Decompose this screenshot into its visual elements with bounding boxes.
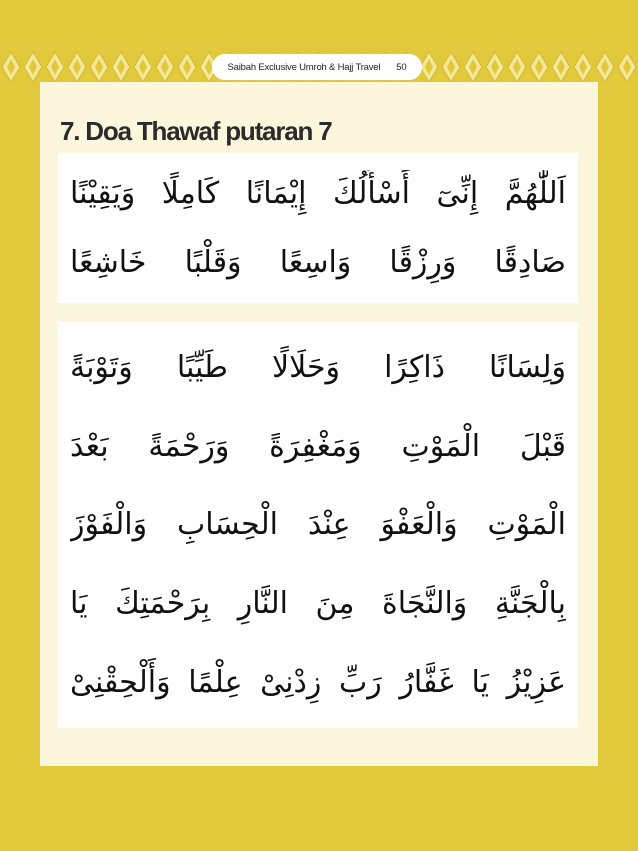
arabic-line: صَادِقًا وَرِزْقًا وَاسِعًا وَقَلْبًا خَاشِعًا <box>70 244 566 280</box>
arabic-line: الْمَوْتِ وَالْعَفْوَ عِنْدَ الْحِسَابِ وَالْفَوْزَ <box>70 507 566 543</box>
section-title: 7. Doa Thawaf putaran 7 <box>60 116 332 146</box>
arabic-line: عَزِيْزُ يَا غَفَّارُ رَبِّ زِدْنِىْ عِلْمًا وَأَلْحِقْنِىْ <box>70 665 566 701</box>
arabic-line: اَللّٰهُمَّ إِنِّىٓ أَسْأَلُكَ إِيْمَانًا كَامِلًا وَيَقِيْنًا <box>70 175 566 211</box>
arabic-line: قَبْلَ الْمَوْتِ وَمَغْفِرَةً وَرَحْمَةً بَعْدَ <box>70 428 566 464</box>
prayer-text-box-1 <box>58 153 578 303</box>
page-number: 50 <box>396 61 407 73</box>
publisher-name: Saibah Exclusive Umroh & Hajj Travel <box>227 61 381 73</box>
arabic-line: وَلِسَانًا ذَاكِرًا وَحَلَالًا طَيِّبًا وَتَوْبَةً <box>70 349 566 385</box>
header-pill <box>212 54 422 80</box>
arabic-line: بِالْجَنَّةِ وَالنَّجَاةَ مِنَ النَّارِ بِرَحْمَتِكَ يَا <box>70 586 566 622</box>
bottom-frame-band <box>0 766 638 851</box>
prayer-text-box-2 <box>58 322 578 728</box>
